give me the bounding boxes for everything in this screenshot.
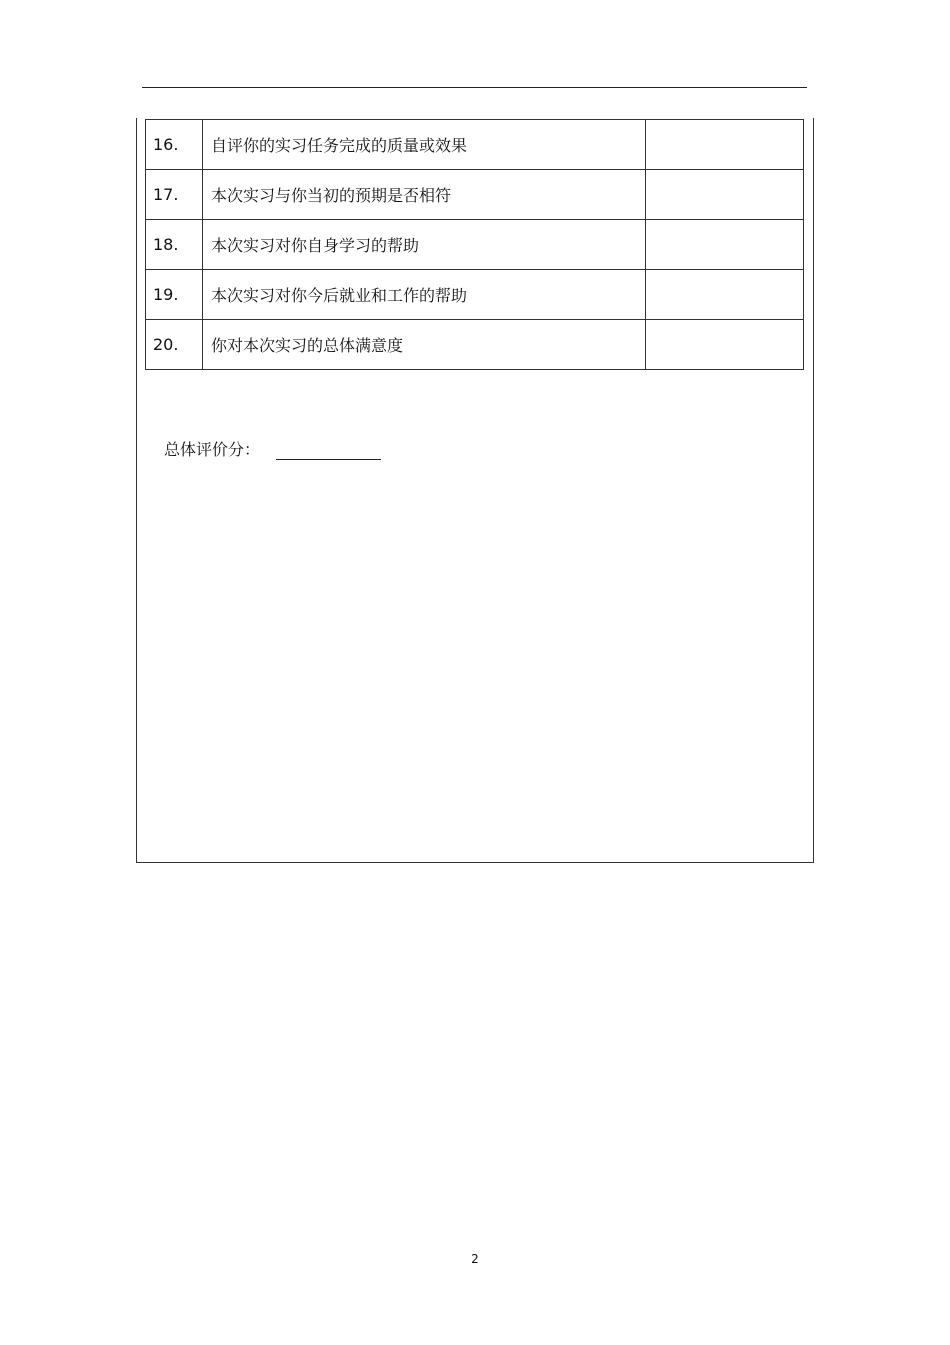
row-question: 本次实习对你今后就业和工作的帮助 (203, 270, 646, 320)
total-score-field[interactable] (276, 439, 381, 460)
total-score (164, 437, 381, 460)
score-cell[interactable] (646, 120, 804, 170)
score-cell[interactable] (646, 270, 804, 320)
row-number: 16. (146, 120, 203, 170)
header-rule (142, 87, 807, 88)
total-score-label: 总体评价分： (164, 440, 261, 459)
row-number: 18. (146, 220, 203, 270)
survey-table (145, 119, 804, 370)
table-row (146, 270, 804, 320)
table-row (146, 120, 804, 170)
row-number: 20. (146, 320, 203, 370)
row-question: 自评你的实习任务完成的质量或效果 (203, 120, 646, 170)
score-cell[interactable] (646, 170, 804, 220)
score-cell[interactable] (646, 320, 804, 370)
row-question: 本次实习与你当初的预期是否相符 (203, 170, 646, 220)
table-row (146, 170, 804, 220)
row-question: 你对本次实习的总体满意度 (203, 320, 646, 370)
score-cell[interactable] (646, 220, 804, 270)
row-question: 本次实习对你自身学习的帮助 (203, 220, 646, 270)
table-row (146, 320, 804, 370)
table-row (146, 220, 804, 270)
row-number: 17. (146, 170, 203, 220)
page-number: 2 (471, 1252, 479, 1266)
row-number: 19. (146, 270, 203, 320)
